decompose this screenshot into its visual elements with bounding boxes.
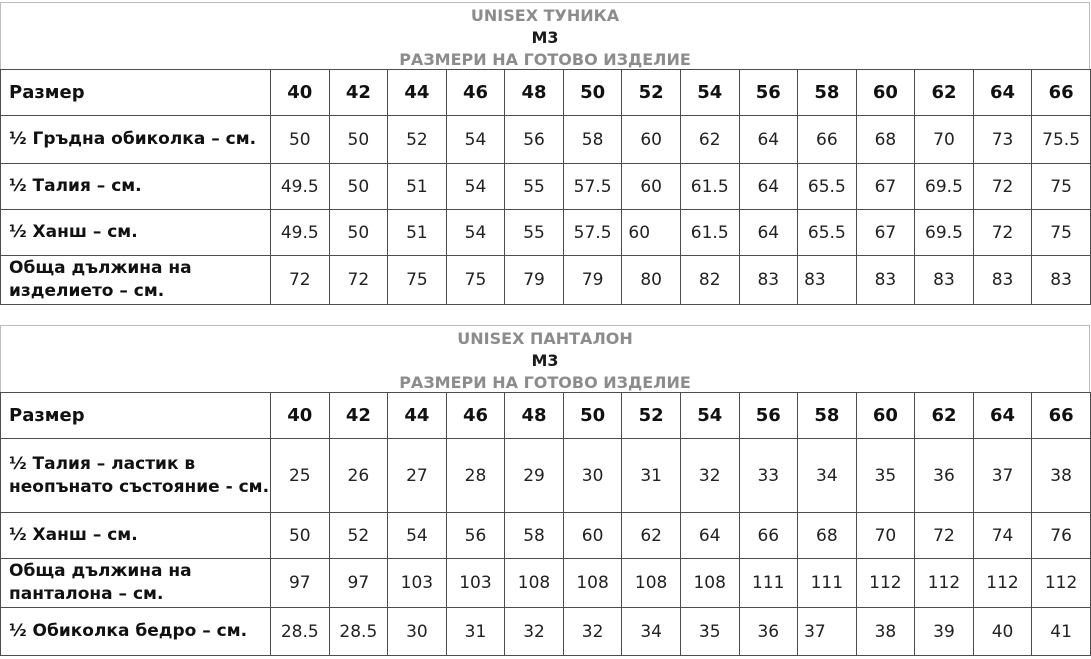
size-header-cell: 46: [446, 393, 505, 439]
size-header-cell: 62: [915, 393, 974, 439]
table-cell: 27: [388, 439, 447, 513]
table-cell: 49.5: [271, 164, 330, 210]
size-label: Размер: [1, 70, 271, 116]
table-cell: 55: [505, 210, 564, 256]
table-cell: 76: [1032, 513, 1091, 559]
row-label: Обща дължина на панталона – см.: [1, 559, 271, 608]
table-row: [1, 439, 1091, 513]
table-cell: 56: [505, 116, 564, 164]
size-header-cell: 66: [1032, 393, 1091, 439]
table-cell: 37: [973, 439, 1032, 513]
table-cell: 36: [915, 439, 974, 513]
size-header-cell: 48: [505, 70, 564, 116]
table-cell: 32: [505, 608, 564, 656]
row-label: ½ Талия – см.: [1, 164, 271, 210]
row-label: ½ Талия – ластик в неопънато състояние - см.: [1, 439, 271, 513]
size-header-cell: 44: [388, 393, 447, 439]
row-label: Обща дължина на изделието – см.: [1, 256, 271, 305]
table-cell: 66: [739, 513, 798, 559]
table-cell: 79: [505, 256, 564, 305]
table-cell: 80: [622, 256, 681, 305]
table-cell: 64: [739, 210, 798, 256]
table-cell: 30: [388, 608, 447, 656]
table-cell: 58: [505, 513, 564, 559]
size-header-cell: 50: [563, 393, 622, 439]
size-header-cell: 52: [622, 70, 681, 116]
table-cell: 62: [680, 116, 739, 164]
table-cell: 75: [1032, 164, 1091, 210]
table-cell: 61.5: [680, 164, 739, 210]
table-cell: 33: [739, 439, 798, 513]
row-label: ½ Обиколка бедро – см.: [1, 608, 271, 656]
table-cell: 50: [271, 116, 330, 164]
tunic-table: [0, 69, 1091, 305]
tunic-header: [0, 2, 1090, 69]
table-cell: 75: [1032, 210, 1091, 256]
table-cell: 64: [739, 116, 798, 164]
table-cell: 38: [1032, 439, 1091, 513]
table-cell: 69.5: [915, 210, 974, 256]
table-cell: 36: [739, 608, 798, 656]
size-header-cell: 48: [505, 393, 564, 439]
table-cell: 37: [798, 608, 857, 656]
table-cell: 31: [446, 608, 505, 656]
table-cell: 50: [271, 513, 330, 559]
table-cell: 54: [446, 210, 505, 256]
table-cell: 75: [388, 256, 447, 305]
table-cell: 68: [798, 513, 857, 559]
table-cell: 108: [505, 559, 564, 608]
pants-model: М3: [531, 351, 559, 370]
pants-title: UNISEX ПАНТАЛОН: [457, 329, 633, 348]
table-cell: 111: [798, 559, 857, 608]
table-cell: 72: [915, 513, 974, 559]
table-cell: 72: [271, 256, 330, 305]
table-cell: 72: [973, 210, 1032, 256]
table-row: [1, 164, 1091, 210]
row-label: ½ Ханш – см.: [1, 210, 271, 256]
size-header-cell: 60: [856, 393, 915, 439]
table-cell: 73: [973, 116, 1032, 164]
table-cell: 83: [739, 256, 798, 305]
size-header-cell: 46: [446, 70, 505, 116]
size-header-cell: 62: [915, 70, 974, 116]
table-cell: 34: [622, 608, 681, 656]
table-cell: 112: [856, 559, 915, 608]
size-header-cell: 64: [973, 70, 1032, 116]
table-cell: 29: [505, 439, 564, 513]
table-cell: 35: [680, 608, 739, 656]
table-cell: 68: [856, 116, 915, 164]
size-header-cell: 54: [680, 70, 739, 116]
table-cell: 57.5: [563, 210, 622, 256]
table-cell: 57.5: [563, 164, 622, 210]
table-cell: 52: [388, 116, 447, 164]
table-cell: 64: [739, 164, 798, 210]
table-cell: 82: [680, 256, 739, 305]
row-label: ½ Гръдна обиколка – см.: [1, 116, 271, 164]
pants-table: [0, 392, 1091, 656]
table-cell: 103: [446, 559, 505, 608]
table-cell: 41: [1032, 608, 1091, 656]
table-cell: 40: [973, 608, 1032, 656]
size-header-cell: 66: [1032, 70, 1091, 116]
table-cell: 112: [915, 559, 974, 608]
pants-size-chart: [0, 325, 1090, 656]
table-cell: 32: [563, 608, 622, 656]
size-header-cell: 44: [388, 70, 447, 116]
table-cell: 56: [446, 513, 505, 559]
table-cell: 28.5: [271, 608, 330, 656]
row-label: ½ Ханш – см.: [1, 513, 271, 559]
table-cell: 50: [329, 164, 388, 210]
table-cell: 31: [622, 439, 681, 513]
size-header-cell: 42: [329, 393, 388, 439]
table-row: [1, 559, 1091, 608]
table-cell: 35: [856, 439, 915, 513]
table-cell: 67: [856, 164, 915, 210]
table-cell: 50: [329, 210, 388, 256]
table-cell: 97: [329, 559, 388, 608]
table-cell: 32: [680, 439, 739, 513]
table-cell: 52: [329, 513, 388, 559]
size-label: Размер: [1, 393, 271, 439]
table-cell: 30: [563, 439, 622, 513]
pants-header: [0, 325, 1090, 392]
table-cell: 54: [446, 164, 505, 210]
table-cell: 54: [446, 116, 505, 164]
size-header-cell: 56: [739, 393, 798, 439]
size-header-cell: 50: [563, 70, 622, 116]
size-row: [1, 393, 1091, 439]
table-cell: 79: [563, 256, 622, 305]
table-cell: 60: [622, 210, 681, 256]
table-cell: 28.5: [329, 608, 388, 656]
table-cell: 39: [915, 608, 974, 656]
size-header-cell: 40: [271, 393, 330, 439]
table-cell: 28: [446, 439, 505, 513]
size-header-cell: 56: [739, 70, 798, 116]
table-cell: 60: [622, 164, 681, 210]
table-cell: 62: [622, 513, 681, 559]
table-cell: 108: [680, 559, 739, 608]
table-cell: 60: [622, 116, 681, 164]
table-cell: 58: [563, 116, 622, 164]
table-cell: 83: [798, 256, 857, 305]
table-row: [1, 608, 1091, 656]
table-cell: 108: [563, 559, 622, 608]
tunic-subtitle: РАЗМЕРИ НА ГОТОВО ИЗДЕЛИЕ: [399, 50, 691, 69]
table-cell: 111: [739, 559, 798, 608]
table-cell: 72: [329, 256, 388, 305]
table-cell: 54: [388, 513, 447, 559]
size-header-cell: 42: [329, 70, 388, 116]
table-cell: 108: [622, 559, 681, 608]
tunic-model: М3: [531, 28, 559, 47]
table-cell: 65.5: [798, 164, 857, 210]
table-cell: 67: [856, 210, 915, 256]
table-cell: 25: [271, 439, 330, 513]
table-cell: 66: [798, 116, 857, 164]
table-cell: 64: [680, 513, 739, 559]
table-cell: 51: [388, 164, 447, 210]
table-cell: 112: [973, 559, 1032, 608]
size-row: [1, 70, 1091, 116]
size-header-cell: 58: [798, 393, 857, 439]
size-header-cell: 64: [973, 393, 1032, 439]
table-cell: 69.5: [915, 164, 974, 210]
size-header-cell: 54: [680, 393, 739, 439]
table-cell: 61.5: [680, 210, 739, 256]
size-header-cell: 40: [271, 70, 330, 116]
table-cell: 83: [1032, 256, 1091, 305]
table-row: [1, 210, 1091, 256]
tunic-size-chart: [0, 2, 1090, 305]
table-cell: 74: [973, 513, 1032, 559]
table-cell: 70: [856, 513, 915, 559]
table-cell: 72: [973, 164, 1032, 210]
table-cell: 38: [856, 608, 915, 656]
table-cell: 75.5: [1032, 116, 1091, 164]
table-cell: 50: [329, 116, 388, 164]
table-cell: 103: [388, 559, 447, 608]
size-header-cell: 58: [798, 70, 857, 116]
size-header-cell: 52: [622, 393, 681, 439]
table-cell: 83: [915, 256, 974, 305]
tunic-title: UNISEX ТУНИКА: [470, 6, 620, 25]
table-cell: 75: [446, 256, 505, 305]
table-cell: 83: [973, 256, 1032, 305]
table-row: [1, 116, 1091, 164]
size-header-cell: 60: [856, 70, 915, 116]
pants-subtitle: РАЗМЕРИ НА ГОТОВО ИЗДЕЛИЕ: [399, 373, 691, 392]
table-cell: 51: [388, 210, 447, 256]
table-cell: 112: [1032, 559, 1091, 608]
table-cell: 26: [329, 439, 388, 513]
table-cell: 49.5: [271, 210, 330, 256]
table-cell: 97: [271, 559, 330, 608]
table-row: [1, 256, 1091, 305]
table-cell: 83: [856, 256, 915, 305]
table-cell: 55: [505, 164, 564, 210]
table-cell: 34: [798, 439, 857, 513]
table-row: [1, 513, 1091, 559]
table-cell: 65.5: [798, 210, 857, 256]
table-cell: 70: [915, 116, 974, 164]
table-cell: 60: [563, 513, 622, 559]
